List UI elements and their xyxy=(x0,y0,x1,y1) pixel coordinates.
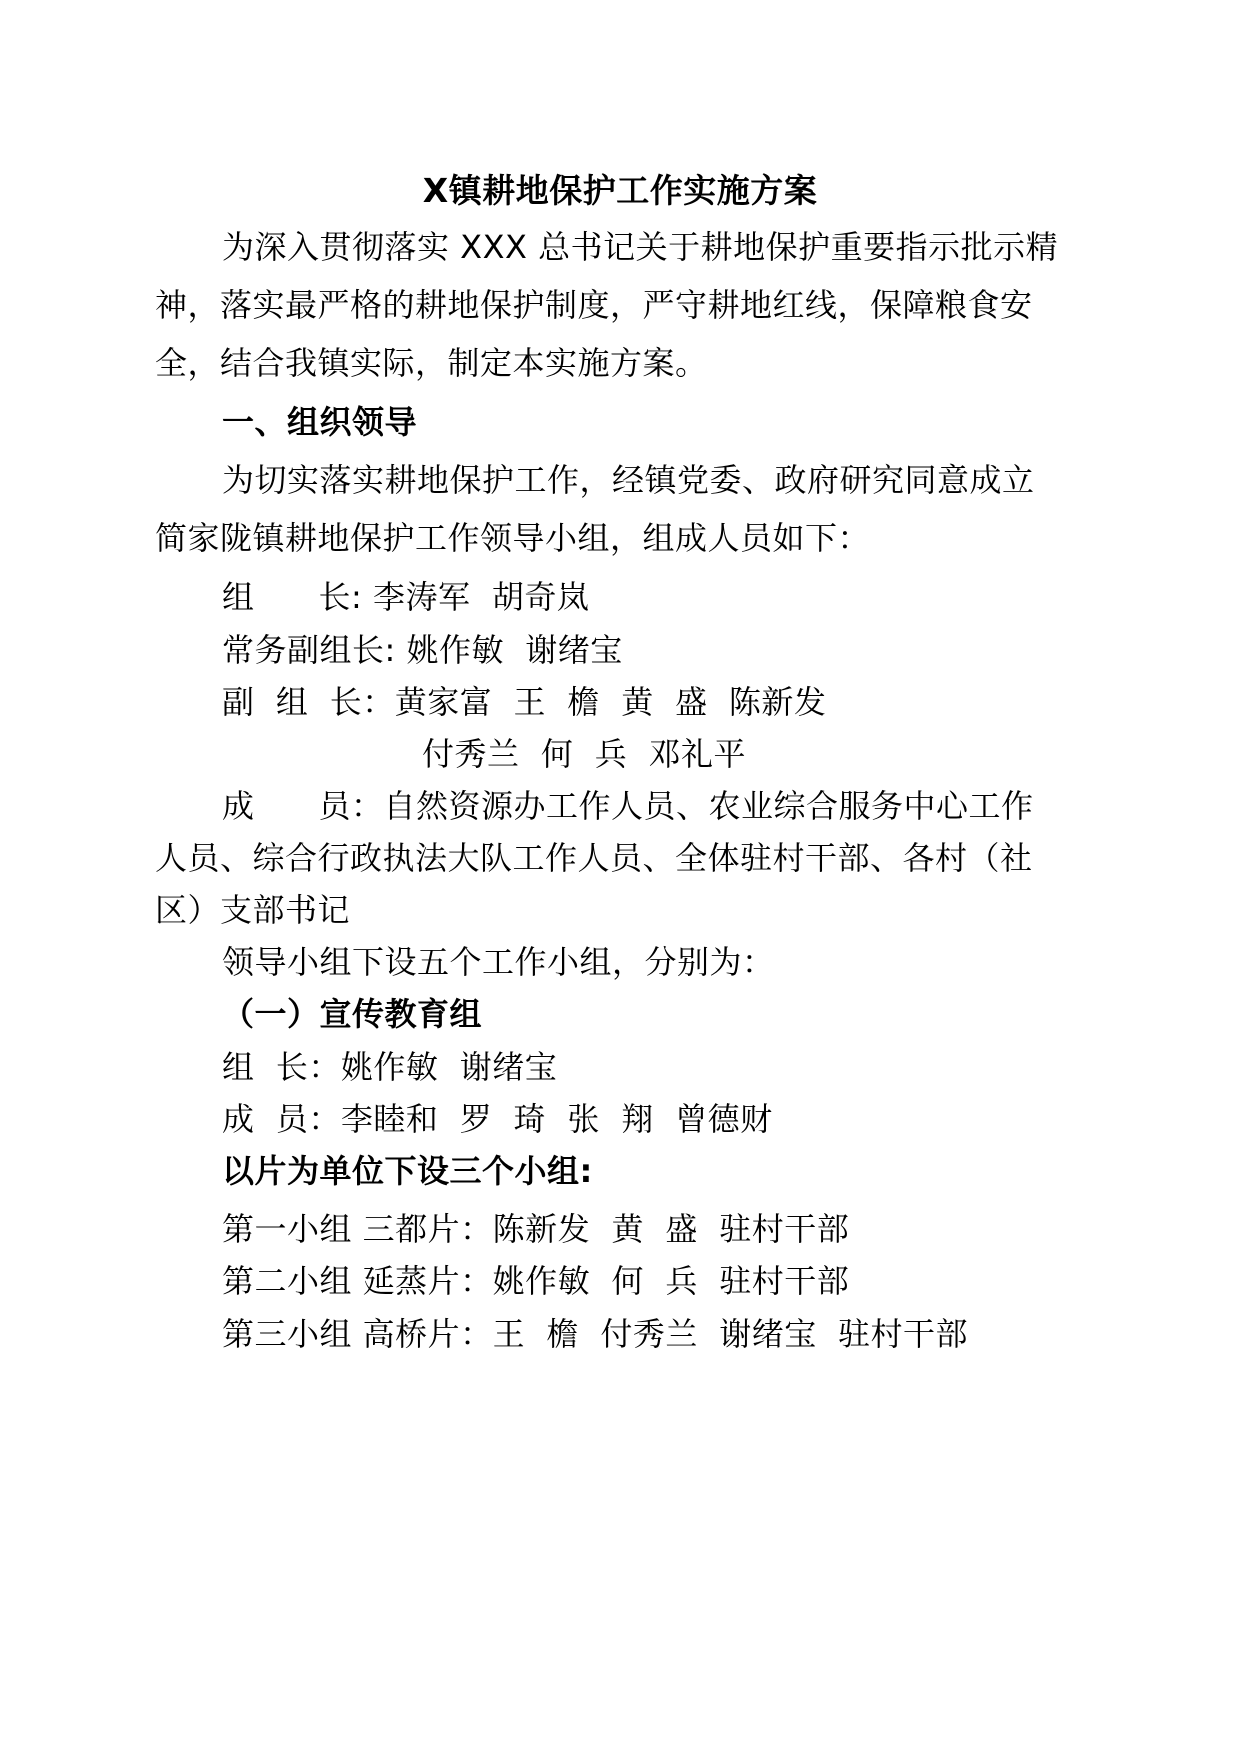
group1-leader: 组 长：姚作敏 谢绪宝 xyxy=(222,1048,558,1086)
subgroup-2: 第二小组 延蒸片：姚作敏 何 兵 驻村干部 xyxy=(222,1262,850,1300)
intro-line-2: 神，落实最严格的耕地保护制度，严守耕地红线，保障粮食安 xyxy=(155,286,1033,324)
subgroups-heading: 以片为单位下设三个小组: xyxy=(222,1152,593,1190)
deputy-line-2: 付秀兰 何 兵 邓礼平 xyxy=(422,735,747,773)
section-heading-organization: 一、组织领导 xyxy=(222,403,418,441)
members-line-3: 区）支部书记 xyxy=(155,891,351,929)
document-title: X镇耕地保护工作实施方案 xyxy=(422,171,818,210)
members-line-1: 成 员：自然资源办工作人员、农业综合服务中心工作 xyxy=(222,787,1034,825)
intro-line-1: 为深入贯彻落实 XXX 总书记关于耕地保护重要指示批示精 xyxy=(222,228,1059,266)
intro-line-3: 全，结合我镇实际，制定本实施方案。 xyxy=(155,344,708,382)
members-line-2: 人员、综合行政执法大队工作人员、全体驻村干部、各村（社 xyxy=(155,839,1033,877)
subgroup-1: 第一小组 三都片：陈新发 黄 盛 驻村干部 xyxy=(222,1210,850,1248)
groups-intro: 领导小组下设五个工作小组，分别为： xyxy=(222,943,775,981)
subgroup-3: 第三小组 高桥片：王 檐 付秀兰 谢绪宝 驻村干部 xyxy=(222,1315,969,1353)
section-para-line-2: 简家陇镇耕地保护工作领导小组，组成人员如下： xyxy=(155,519,871,557)
group1-heading: （一）宣传教育组 xyxy=(222,995,483,1033)
group1-members: 成 员：李睦和 罗 琦 张 翔 曾德财 xyxy=(222,1100,773,1138)
section-para-line-1: 为切实落实耕地保护工作，经镇党委、政府研究同意成立 xyxy=(222,461,1035,499)
deputy-line-1: 副 组 长：黄家富 王 檐 黄 盛 陈新发 xyxy=(222,683,827,721)
exec-deputy-line: 常务副组长: 姚作敏 谢绪宝 xyxy=(222,631,623,669)
leader-line: 组 长: 李涛军 胡奇岚 xyxy=(222,578,590,616)
